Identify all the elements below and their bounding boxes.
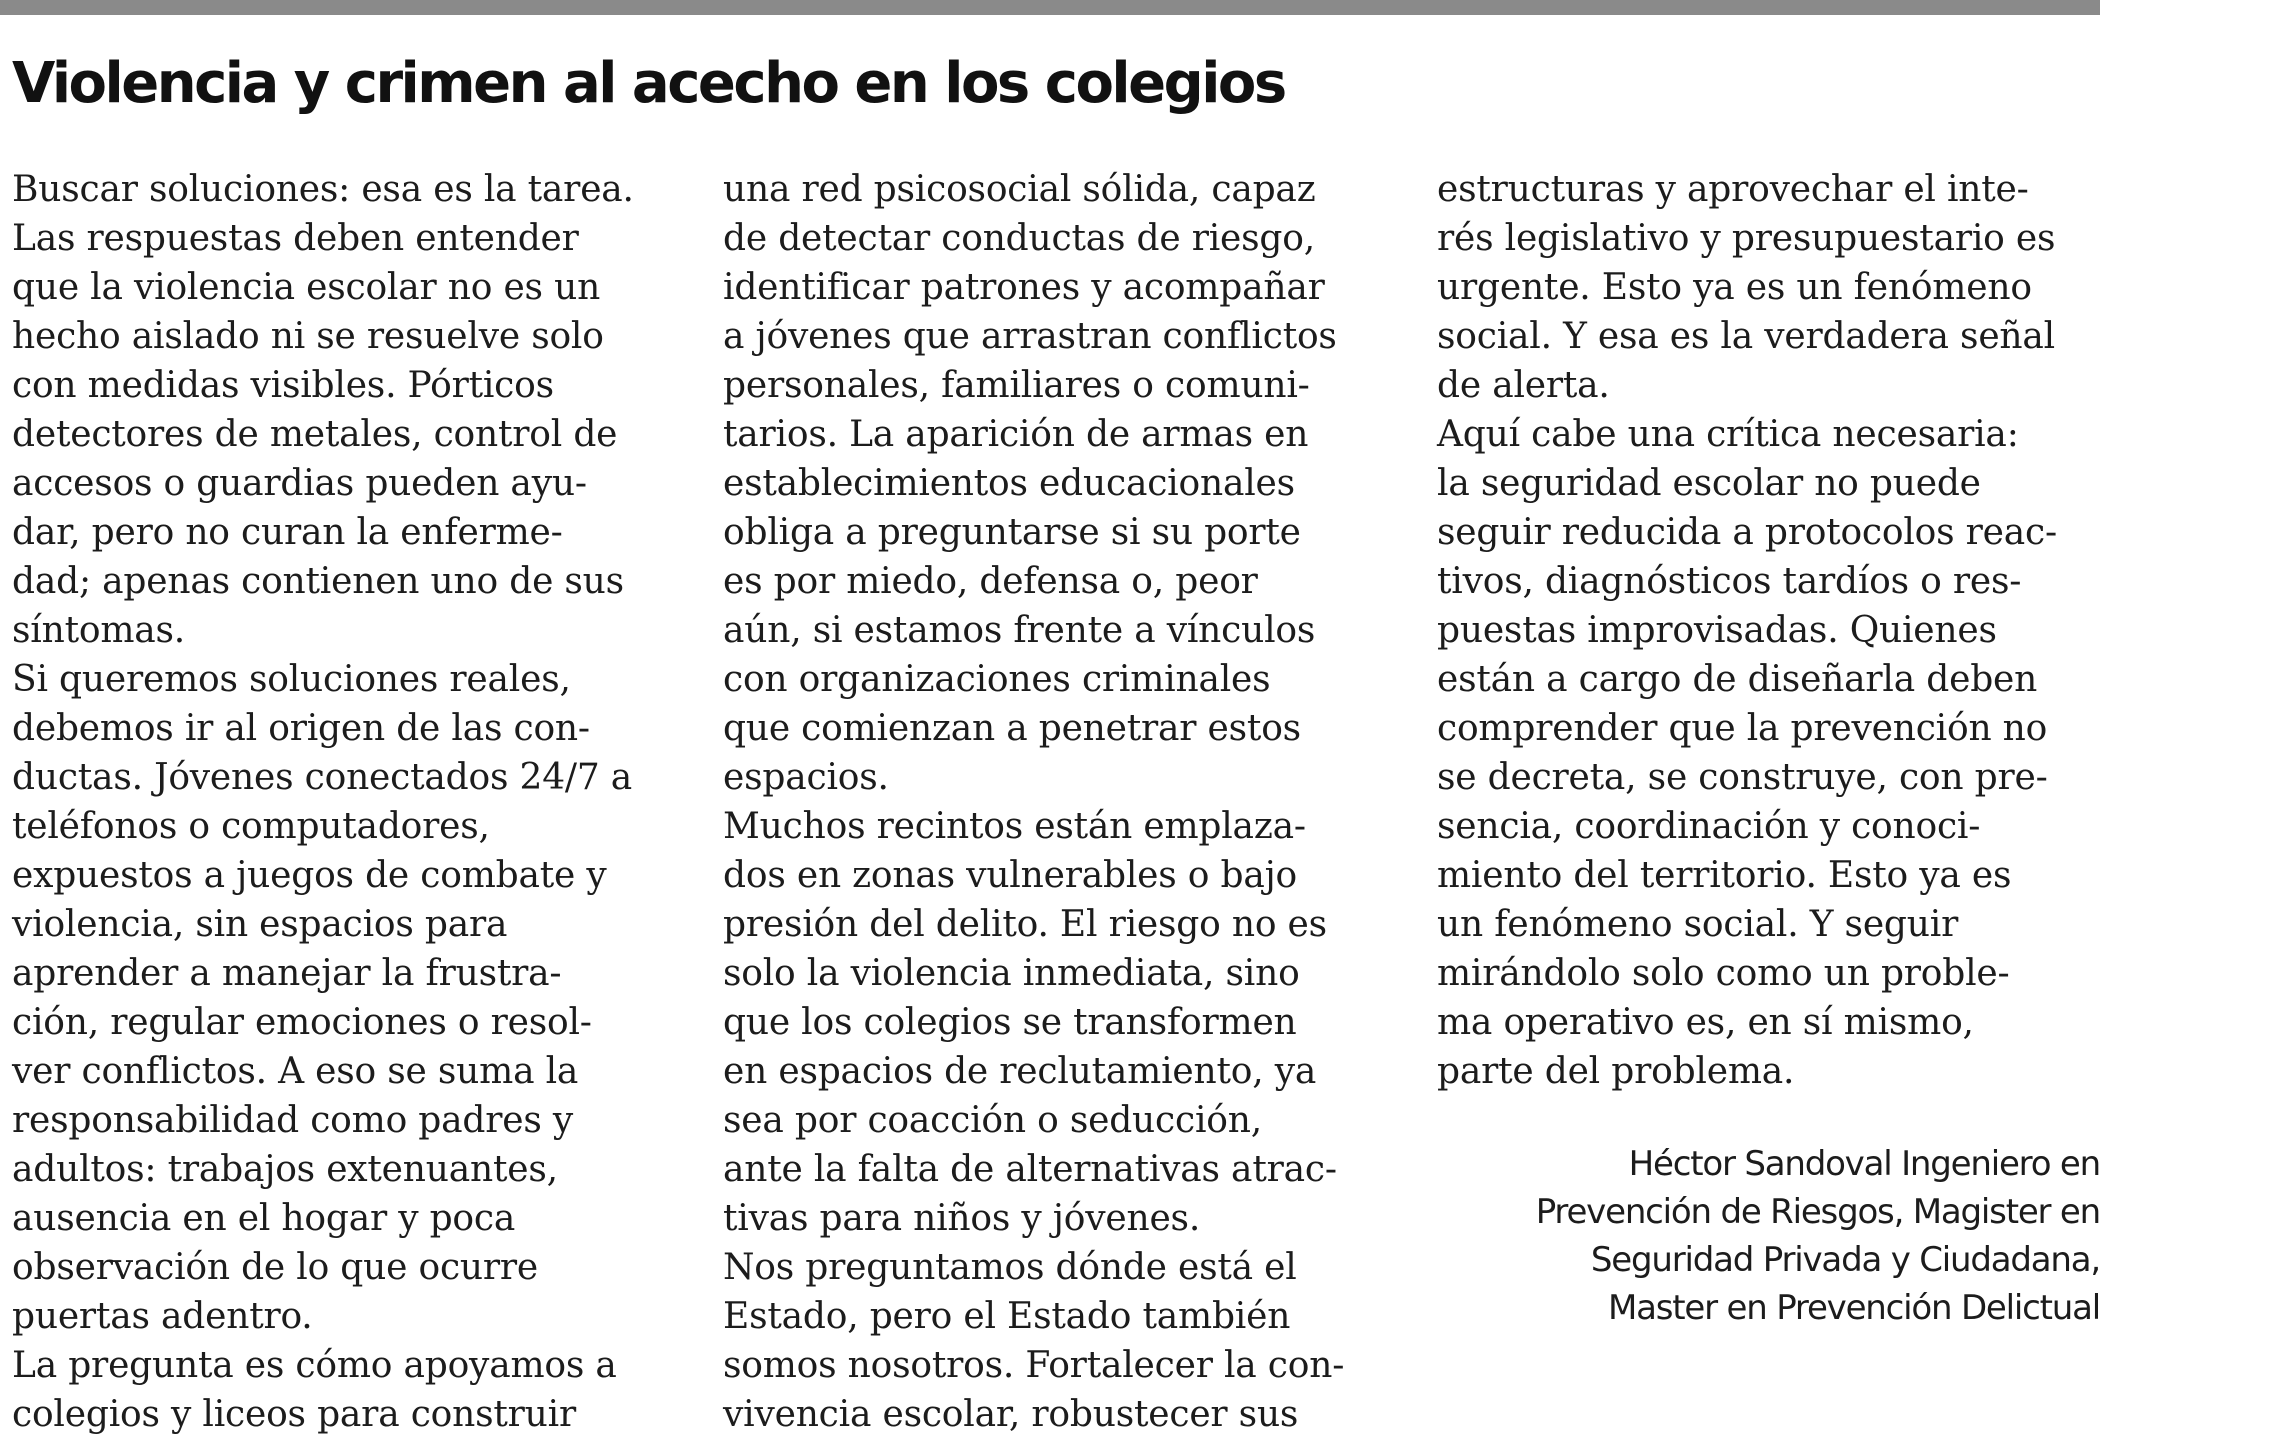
text-line: somos nosotros. Fortalecer la con- xyxy=(723,1345,1345,1386)
article-column-3 xyxy=(1437,165,2057,1096)
text-line: teléfonos o computadores, xyxy=(12,806,490,847)
text-line: responsabilidad como padres y xyxy=(12,1100,574,1141)
text-line: Si queremos soluciones reales, xyxy=(12,659,571,700)
signature-line: Prevención de Riesgos, Magister en xyxy=(1535,1192,2100,1232)
text-line: rés legislativo y presupuestario es xyxy=(1437,218,2056,259)
text-line: estructuras y aprovechar el inte- xyxy=(1437,169,2029,210)
text-line: ante la falta de alternativas atrac- xyxy=(723,1149,1337,1190)
text-line: personales, familiares o comuni- xyxy=(723,365,1310,406)
text-line: ductas. Jóvenes conectados 24/7 a xyxy=(12,757,633,798)
text-line: Aquí cabe una crítica necesaria: xyxy=(1437,414,2019,455)
text-line: están a cargo de diseñarla deben xyxy=(1437,659,2038,700)
text-line: Muchos recintos están emplaza- xyxy=(723,806,1306,847)
text-line: sea por coacción o seducción, xyxy=(723,1100,1262,1141)
text-line: en espacios de reclutamiento, ya xyxy=(723,1051,1317,1092)
text-line: expuestos a juegos de combate y xyxy=(12,855,607,896)
text-line: Las respuestas deben entender xyxy=(12,218,579,259)
text-line: un fenómeno social. Y seguir xyxy=(1437,904,1959,945)
text-line: es por miedo, defensa o, peor xyxy=(723,561,1258,602)
text-line: una red psicosocial sólida, capaz xyxy=(723,169,1316,210)
text-line: hecho aislado ni se resuelve solo xyxy=(12,316,604,357)
article-headline: Violencia y crimen al acecho en los colegios xyxy=(12,51,1285,116)
text-line: urgente. Esto ya es un fenómeno xyxy=(1437,267,2032,308)
text-line: con medidas visibles. Pórticos xyxy=(12,365,554,406)
text-line: con organizaciones criminales xyxy=(723,659,1271,700)
text-line: establecimientos educacionales xyxy=(723,463,1295,504)
text-line: Buscar soluciones: esa es la tarea. xyxy=(12,169,634,210)
text-line: tarios. La aparición de armas en xyxy=(723,414,1309,455)
text-line: de alerta. xyxy=(1437,365,1610,406)
text-line: identificar patrones y acompañar xyxy=(723,267,1325,308)
text-line: ción, regular emociones o resol- xyxy=(12,1002,592,1043)
text-line: que la violencia escolar no es un xyxy=(12,267,601,308)
text-line: ver conflictos. A eso se suma la xyxy=(12,1051,579,1092)
text-line: miento del territorio. Esto ya es xyxy=(1437,855,2012,896)
text-line: debemos ir al origen de las con- xyxy=(12,708,590,749)
article-column-1 xyxy=(12,165,634,1439)
text-line: aún, si estamos frente a vínculos xyxy=(723,610,1316,651)
text-line: obliga a preguntarse si su porte xyxy=(723,512,1301,553)
text-line: adultos: trabajos extenuantes, xyxy=(12,1149,558,1190)
text-line: Nos preguntamos dónde está el xyxy=(723,1247,1297,1288)
text-line: accesos o guardias pueden ayu- xyxy=(12,463,587,504)
text-line: mirándolo solo como un proble- xyxy=(1437,953,2010,994)
text-line: aprender a manejar la frustra- xyxy=(12,953,562,994)
text-line: dar, pero no curan la enferme- xyxy=(12,512,563,553)
text-line: seguir reducida a protocolos reac- xyxy=(1437,512,2057,553)
text-line: de detectar conductas de riesgo, xyxy=(723,218,1315,259)
text-line: parte del problema. xyxy=(1437,1051,1795,1092)
text-line: vivencia escolar, robustecer sus xyxy=(723,1394,1299,1435)
text-line: presión del delito. El riesgo no es xyxy=(723,904,1327,945)
text-line: Estado, pero el Estado también xyxy=(723,1296,1291,1337)
text-line: observación de lo que ocurre xyxy=(12,1247,539,1288)
text-line: La pregunta es cómo apoyamos a xyxy=(12,1345,617,1386)
text-line: comprender que la prevención no xyxy=(1437,708,2048,749)
signature-line: Héctor Sandoval Ingeniero en xyxy=(1628,1144,2100,1184)
text-line: dad; apenas contienen uno de sus xyxy=(12,561,624,602)
text-line: violencia, sin espacios para xyxy=(12,904,508,945)
text-line: solo la violencia inmediata, sino xyxy=(723,953,1300,994)
text-line: síntomas. xyxy=(12,610,186,651)
text-line: dos en zonas vulnerables o bajo xyxy=(723,855,1298,896)
text-line: que los colegios se transformen xyxy=(723,1002,1297,1043)
text-line: tivos, diagnósticos tardíos o res- xyxy=(1437,561,2022,602)
text-line: a jóvenes que arrastran conflictos xyxy=(723,316,1337,357)
text-line: social. Y esa es la verdadera señal xyxy=(1437,316,2055,357)
text-line: tivas para niños y jóvenes. xyxy=(723,1198,1201,1239)
text-line: colegios y liceos para construir xyxy=(12,1394,576,1435)
top-divider-bar xyxy=(0,0,2100,15)
text-line: que comienzan a penetrar estos xyxy=(723,708,1301,749)
text-line: ausencia en el hogar y poca xyxy=(12,1198,516,1239)
text-line: detectores de metales, control de xyxy=(12,414,618,455)
text-line: espacios. xyxy=(723,757,889,798)
author-signature xyxy=(1536,1140,2100,1332)
text-line: se decreta, se construye, con pre- xyxy=(1437,757,2048,798)
signature-line: Seguridad Privada y Ciudadana, xyxy=(1590,1240,2100,1280)
text-line: ma operativo es, en sí mismo, xyxy=(1437,1002,1974,1043)
article-column-2 xyxy=(723,165,1344,1439)
text-line: sencia, coordinación y conoci- xyxy=(1437,806,1981,847)
text-line: la seguridad escolar no puede xyxy=(1437,463,1981,504)
text-line: puestas improvisadas. Quienes xyxy=(1437,610,1997,651)
signature-line: Master en Prevención Delictual xyxy=(1608,1288,2100,1328)
text-line: puertas adentro. xyxy=(12,1296,313,1337)
